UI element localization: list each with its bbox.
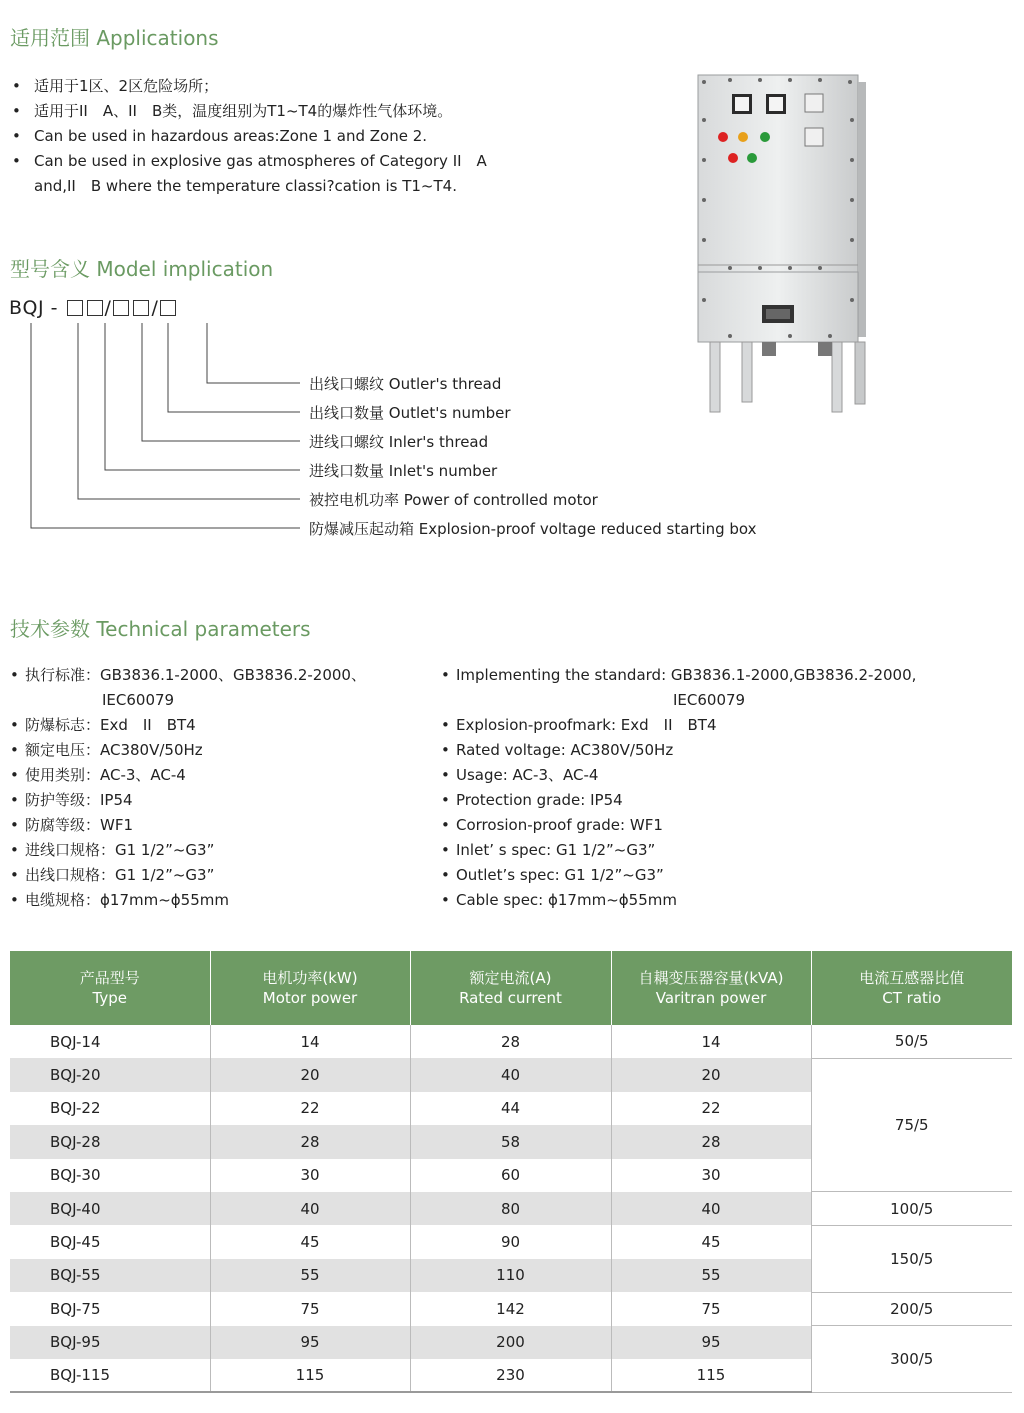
table-row: BQJ-40 40 80 40 100/5 — [10, 1192, 1012, 1225]
tech-cn-item: • 使用类别：AC-3、AC-4 — [10, 763, 366, 788]
table-header-row — [10, 951, 1012, 1025]
tech-en-item: • Usage: AC-3、AC-4 — [441, 763, 916, 788]
tech-en-item: • Outlet’s spec: G1 1/2”~G3” — [441, 863, 916, 888]
tech-cn-item: • 防腐等级：WF1 — [10, 813, 366, 838]
model-slash: / — [104, 297, 112, 319]
table-row: BQJ-30 30 60 30 — [10, 1159, 1012, 1192]
tech-en-item-continued: IEC60079 — [673, 691, 746, 709]
tech-en-item: • Inlet’ s spec: G1 1/2”~G3” — [441, 838, 916, 863]
header-ct-ratio: 电流互感器比值 CT ratio — [811, 951, 1012, 1025]
tech-cn-item: • 进线口规格：G1 1/2”~G3” — [10, 838, 366, 863]
table-row: BQJ-45 45 90 45 150/5 — [10, 1225, 1012, 1258]
ct-ratio-cell: 150/5 — [811, 1225, 1012, 1292]
tech-en-item: • Rated voltage: AC380V/50Hz — [441, 738, 916, 763]
parameters-table — [10, 951, 1012, 1393]
table-row: BQJ-115 115 230 115 — [10, 1359, 1012, 1392]
model-slash: / — [151, 297, 159, 319]
ct-ratio-cell: 200/5 — [811, 1292, 1012, 1325]
model-label-outlet-thread: 出线口螺纹 Outler's thread — [309, 375, 502, 393]
application-item: • Can be used in hazardous areas:Zone 1 and Zone 2. — [10, 124, 570, 149]
model-label-outlet-number: 出线口数量 Outlet's number — [309, 404, 511, 422]
table-row: BQJ-95 95 200 95 300/5 — [10, 1326, 1012, 1359]
tech-cn-item: • 电缆规格：ϕ17mm~ϕ55mm — [10, 888, 366, 913]
application-item: • Can be used in explosive gas atmospheres of Category II A — [10, 149, 570, 174]
tech-en-item: • Protection grade: IP54 — [441, 788, 916, 813]
tech-cn-item: • 执行标准：GB3836.1-2000、GB3836.2-2000、 — [10, 663, 366, 688]
table-row: BQJ-20 20 40 20 75/5 — [10, 1058, 1012, 1091]
application-item-continued: and,II B where the temperature classi?cation is T1~T4. — [34, 177, 457, 195]
model-connector-lines — [0, 0, 1024, 560]
applications-title: 适用范围 Applications — [10, 26, 219, 50]
tech-cn-item-continued: IEC60079 — [102, 691, 175, 709]
model-label-starting-box: 防爆减压起动箱 Explosion-proof voltage reduced starting box — [309, 520, 757, 538]
table-row: BQJ-22 22 44 22 — [10, 1092, 1012, 1125]
ct-ratio-cell: 75/5 — [811, 1058, 1012, 1192]
tech-en-item: • Explosion-proofmark: Exd II BT4 — [441, 713, 916, 738]
model-label-inlet-thread: 进线口螺纹 Inler's thread — [309, 433, 489, 451]
application-item: • 适用于1区、2区危险场所； — [10, 74, 570, 99]
technical-title: 技术参数 Technical parameters — [10, 617, 311, 641]
technical-cn-list — [10, 663, 366, 913]
technical-en-list — [441, 663, 916, 913]
table-row: BQJ-14 14 28 14 50/5 — [10, 1025, 1012, 1058]
tech-cn-item: • 出线口规格：G1 1/2”~G3” — [10, 863, 366, 888]
application-item: • 适用于II A、II B类，温度组别为T1~T4的爆炸性气体环境。 — [10, 99, 570, 124]
tech-en-item: • Cable spec: ϕ17mm~ϕ55mm — [441, 888, 916, 913]
table-row: BQJ-28 28 58 28 — [10, 1125, 1012, 1158]
ct-ratio-cell: 300/5 — [811, 1326, 1012, 1393]
ct-ratio-cell: 50/5 — [811, 1025, 1012, 1058]
tech-cn-item: • 额定电压：AC380V/50Hz — [10, 738, 366, 763]
header-motor-power: 电机功率(kW) Motor power — [210, 951, 410, 1025]
model-title: 型号含义 Model implication — [10, 257, 274, 281]
ct-ratio-cell: 100/5 — [811, 1192, 1012, 1225]
tech-en-item: • Implementing the standard: GB3836.1-2000,GB3836.2-2000, — [441, 663, 916, 688]
table-row: BQJ-55 55 110 55 — [10, 1259, 1012, 1292]
model-label-inlet-number: 进线口数量 Inlet's number — [309, 462, 498, 480]
header-varitran-power: 自耦变压器容量(kVA) Varitran power — [611, 951, 811, 1025]
tech-en-item: • Corrosion-proof grade: WF1 — [441, 813, 916, 838]
model-label-motor-power: 被控电机功率 Power of controlled motor — [309, 491, 598, 509]
header-rated-current: 额定电流(A) Rated current — [410, 951, 611, 1025]
tech-cn-item: • 防护等级：IP54 — [10, 788, 366, 813]
table-row: BQJ-75 75 142 75 200/5 — [10, 1292, 1012, 1325]
header-type: 产品型号 Type — [10, 951, 210, 1025]
tech-cn-item: • 防爆标志：Exd II BT4 — [10, 713, 366, 738]
model-prefix: BQJ - — [9, 297, 58, 319]
